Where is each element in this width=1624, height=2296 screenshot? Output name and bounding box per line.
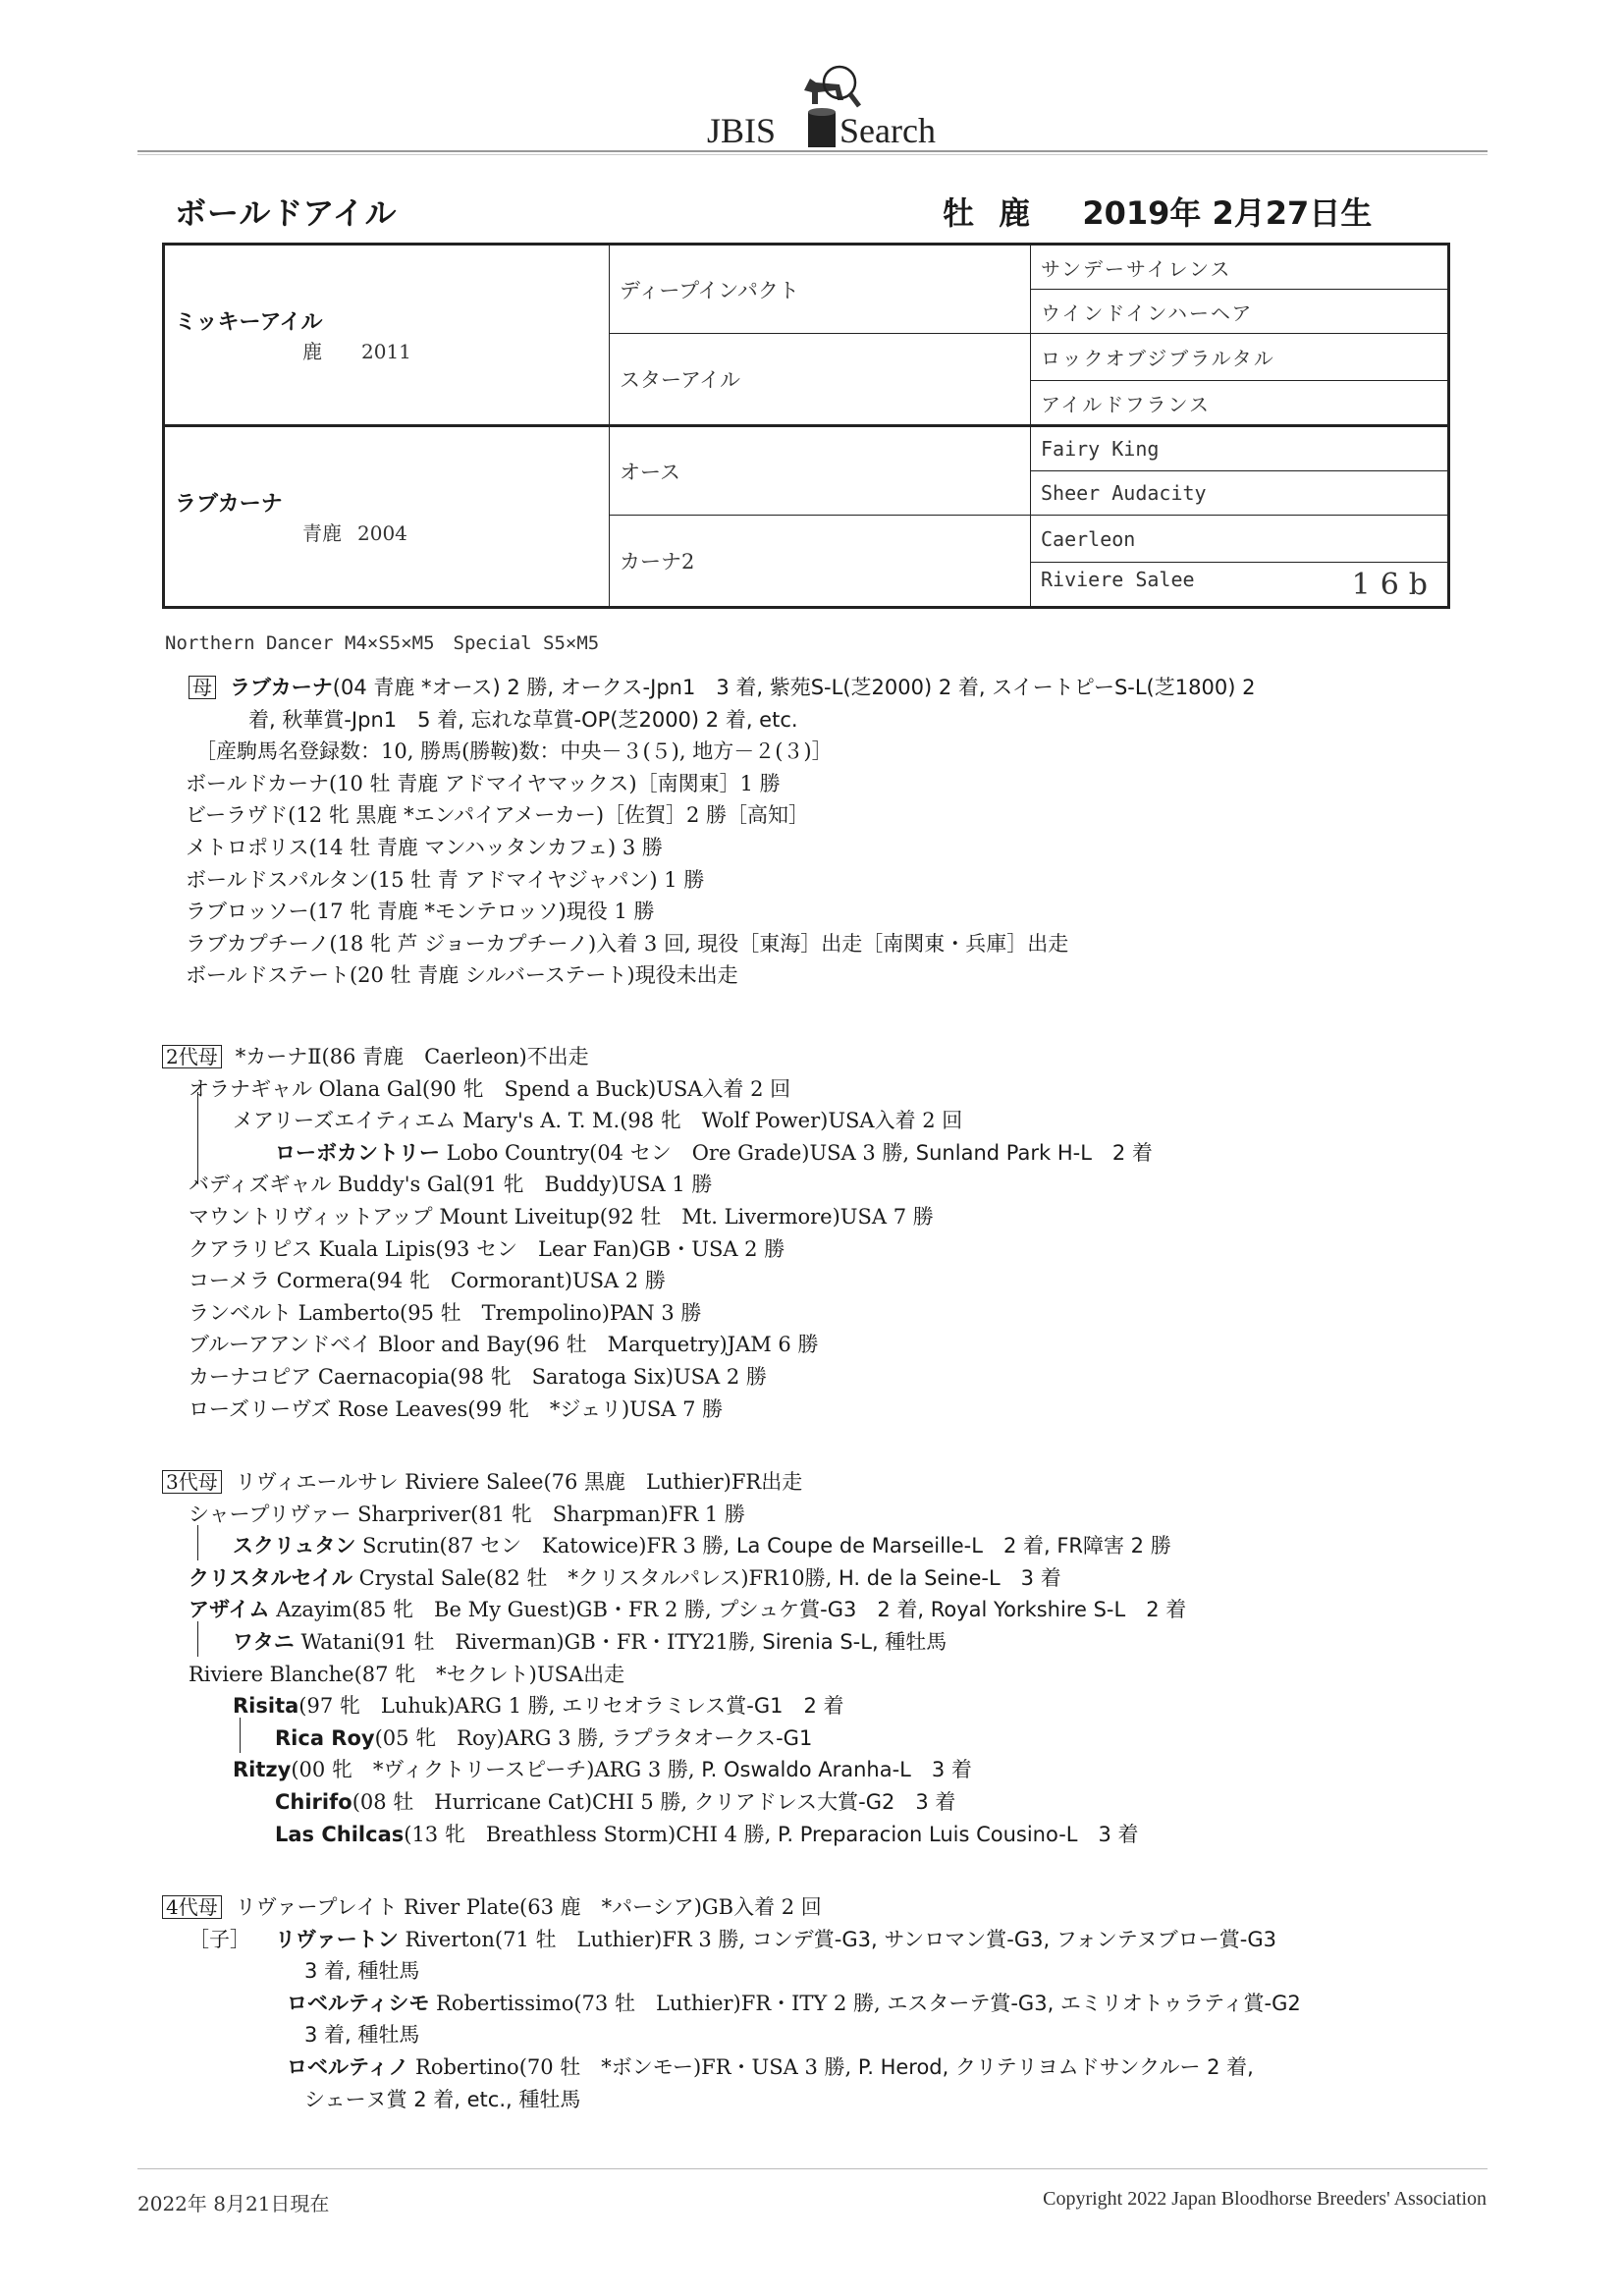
pedigree-gen3-1: サンデーサイレンス — [1031, 245, 1449, 290]
horse-sex: 牡 — [943, 194, 975, 232]
horse-name-bold: ロベルティシモ — [287, 1991, 430, 2015]
family-number: 16b — [1351, 567, 1437, 602]
pedigree-gen3-2: ウインドインハーヘア — [1031, 290, 1449, 334]
record-text: Lobo Country(04 セン Ore Grade)USA 3 勝, — [440, 1140, 916, 1165]
list-item: マウントリヴィットアップ Mount Liveitup(92 牡 Mt. Livermore)USA 7 勝 — [189, 1204, 934, 1229]
header-divider — [137, 150, 1488, 155]
list-item: ブルーアアンドベイ Bloor and Bay(96 牡 Marquetry)JAM 6 勝 — [189, 1333, 819, 1357]
record-text: Crystal Sale(82 牡 *クリスタルパレス)FR10勝, — [352, 1565, 839, 1590]
record-race: P. Oswaldo Aranha-L 3 着 — [701, 1758, 972, 1782]
dam-section — [162, 672, 1458, 992]
footer-divider — [137, 2168, 1488, 2169]
list-item: ボールドステート(20 牡 青鹿 シルバーステート)現役未出走 — [186, 963, 738, 988]
logo-text-jbis: JBIS — [707, 111, 777, 150]
record-race: クリアドレス大賞-G2 3 着 — [693, 1789, 956, 1814]
list-item: ボールドスパルタン(15 牡 青 アドマイヤジャパン) 1 勝 — [186, 867, 705, 892]
pedigree-gen3-8 — [1031, 563, 1449, 608]
pedigree-gen3-7: Caerleon — [1031, 516, 1449, 563]
horse-birthdate: 2019年 2月27日生 — [1082, 194, 1373, 232]
record-text: (13 牝 Breathless Storm)CHI 4 勝, — [404, 1822, 778, 1846]
dam-produce-summary: ［産駒馬名登録数：10, 勝馬(勝鞍)数：中央－３(５), 地方－２(３)］ — [195, 739, 833, 764]
horse-name-bold: リヴァートン — [275, 1927, 399, 1951]
record-race: エスターテ賞-G3, エミリオトゥラティ賞-G2 — [887, 1991, 1301, 2015]
horse-name-bold: Chirifo — [275, 1789, 352, 1814]
list-item — [162, 1137, 1458, 1170]
section-label-2nd-dam: 2代母 — [162, 1045, 222, 1068]
inbreeding-note: Northern Dancer M4×S5×M5 Special S5×M5 — [165, 632, 600, 654]
record-text: (05 牝 Roy)ARG 3 勝, — [374, 1725, 612, 1750]
list-item — [162, 1530, 1458, 1562]
pedigree-gen3-3: ロックオブジブラルタル — [1031, 334, 1449, 381]
record-race: P. Preparacion Luis Cousino-L 3 着 — [777, 1822, 1139, 1846]
third-dam-section — [162, 1466, 1458, 1850]
record-text: (97 牝 Luhuk)ARG 1 勝, — [298, 1694, 563, 1719]
horse-name-bold: Ritzy — [233, 1758, 292, 1782]
list-item — [162, 1722, 1458, 1755]
sire-name: ミッキーアイル — [175, 310, 323, 335]
dam-record-name: ラブカーナ — [230, 676, 333, 699]
jbis-search-logo — [702, 61, 947, 149]
list-item — [162, 1924, 1458, 1956]
pedigree-dam-dam: カーナ2 — [610, 516, 1031, 608]
second-dam-record: *カーナⅡ(86 青鹿 Caerleon)不出走 — [235, 1045, 589, 1068]
list-item: ボールドカーナ(10 牡 青鹿 アドマイヤマックス)［南関東］1 勝 — [186, 771, 781, 795]
list-item: メアリーズエイティエム Mary's A. T. M.(98 牝 Wolf Power)USA入着 2 回 — [233, 1109, 963, 1133]
dam-record-text: (04 青鹿 *オース) 2 勝, オークス-Jpn1 3 着, 紫苑S-L(芝2000) 2 着, スイートピーS-L(芝1800) 2 — [332, 676, 1256, 699]
list-item: Riviere Blanche(87 牝 *セクレト)USA出走 — [189, 1662, 625, 1686]
list-item — [162, 1786, 1458, 1819]
list-item: カーナコピア Caernacopia(98 牝 Saratoga Six)USA 2 勝 — [189, 1364, 767, 1389]
pedigree-gen3-4: アイルドフランス — [1031, 381, 1449, 426]
pedigree-gen3-6: Sheer Audacity — [1031, 471, 1449, 516]
fourth-dam-record: リヴァープレイト River Plate(63 鹿 *パーシア)GB入着 2 回 — [235, 1895, 822, 1919]
horse-name-bold: Rica Roy — [275, 1725, 375, 1750]
list-item-continued: 3 着, 種牡馬 — [304, 2023, 420, 2048]
list-item — [162, 1562, 1458, 1595]
record-text: Robertissimo(73 牡 Luthier)FR・ITY 2 勝, — [429, 1991, 888, 2015]
record-race: Sunland Park H-L 2 着 — [915, 1140, 1153, 1165]
list-item — [162, 1754, 1458, 1786]
list-item: バディズギャル Buddy's Gal(91 牝 Buddy)USA 1 勝 — [189, 1173, 713, 1197]
record-race: コンデ賞-G3, サンロマン賞-G3, フォンテヌブロー賞-G3 — [751, 1927, 1276, 1951]
dam-year: 2004 — [357, 521, 407, 545]
as-of-date: 2022年 8月21日現在 — [137, 2192, 330, 2215]
record-race: ラプラタオークス-G1 — [611, 1725, 813, 1750]
list-item — [162, 1626, 1458, 1659]
list-item — [162, 1819, 1458, 1851]
record-race: H. de la Seine-L 3 着 — [839, 1565, 1061, 1590]
fourth-dam-section — [162, 1891, 1458, 2115]
section-label-dam: 母 — [189, 676, 216, 699]
record-text: Riverton(71 牡 Luthier)FR 3 勝, — [398, 1927, 752, 1951]
list-item — [162, 1988, 1458, 2020]
list-item — [162, 1690, 1458, 1722]
children-label: ［子］ — [189, 1927, 250, 1951]
horse-color: 鹿 — [999, 194, 1031, 232]
horse-name-bold: クリスタルセイル — [189, 1565, 352, 1590]
dam-record-continued: 着, 秋華賞-Jpn1 5 着, 忘れな草賞-OP(芝2000) 2 着, etc. — [248, 707, 798, 732]
record-race: P. Herod, クリテリヨムドサンクルー 2 着, — [857, 2054, 1254, 2079]
list-item: ラブカプチーノ(18 牝 芦 ジョーカプチーノ)入着 3 回, 現役［東海］出走［南関東・兵庫］出走 — [186, 931, 1069, 956]
horse-name-bold: Risita — [233, 1694, 299, 1719]
horse-name-bold: ワタニ — [233, 1629, 295, 1654]
record-text: (00 牝 *ヴィクトリースピーチ)ARG 3 勝, — [291, 1758, 702, 1782]
horse-name-bold: スクリュタン — [233, 1534, 356, 1558]
list-item: ビーラヴド(12 牝 黒鹿 *エンパイアメーカー)［佐賀］2 勝［高知］ — [186, 803, 810, 828]
copyright: Copyright 2022 Japan Bloodhorse Breeders' Association — [1043, 2188, 1487, 2210]
pedigree-sire — [164, 245, 610, 426]
record-race: Sirenia S-L, 種牡馬 — [762, 1629, 947, 1654]
list-item: クアラリピス Kuala Lipis(93 セン Lear Fan)GB・USA 2 勝 — [189, 1236, 785, 1261]
record-text: Robertino(70 牡 *ボンモー)FR・USA 3 勝, — [408, 2054, 858, 2079]
dam-name: ラブカーナ — [175, 492, 283, 517]
pedigree-table — [162, 243, 1450, 609]
list-item: メトロポリス(14 牡 青鹿 マンハッタンカフェ) 3 勝 — [186, 835, 663, 859]
record-text: Azayim(85 牝 Be My Guest)GB・FR 2 勝, — [269, 1598, 719, 1622]
record-race: La Coupe de Marseille-L 2 着, FR障害 2 勝 — [735, 1534, 1171, 1558]
pedigree-gen3-8-name: Riviere Salee — [1041, 567, 1195, 591]
section-label-3rd-dam: 3代母 — [162, 1470, 222, 1494]
record-text: Watani(91 牡 Riverman)GB・FR・ITY21勝, — [294, 1629, 763, 1654]
horse-profile — [943, 189, 1372, 234]
record-text: Scrutin(87 セン Katowice)FR 3 勝, — [355, 1534, 736, 1558]
list-item-continued: シェーヌ賞 2 着, etc., 種牡馬 — [304, 2087, 581, 2111]
sire-year: 2011 — [361, 340, 411, 363]
third-dam-record: リヴィエールサレ Riviere Salee(76 黒鹿 Luthier)FR出走 — [235, 1470, 803, 1494]
horse-name-bold: ロベルティノ — [287, 2054, 409, 2079]
pedigree-sire-sire: ディープインパクト — [610, 245, 1031, 334]
record-race: プシュケ賞-G3 2 着, Royal Yorkshire S-L 2 着 — [718, 1598, 1187, 1622]
record-text: (08 牡 Hurricane Cat)CHI 5 勝, — [352, 1789, 694, 1814]
horse-name-bold: アザイム — [189, 1598, 270, 1622]
list-item: ランベルト Lamberto(95 牡 Trempolino)PAN 3 勝 — [189, 1300, 702, 1325]
second-dam-section — [162, 1041, 1458, 1425]
horse-name-bold: Las Chilcas — [275, 1822, 405, 1846]
logo-text-search: Search — [839, 111, 936, 150]
list-item-continued: 3 着, 種牡馬 — [304, 1959, 420, 1984]
list-item: シャープリヴァー Sharpriver(81 牝 Sharpman)FR 1 勝 — [189, 1502, 745, 1526]
dam-color: 青鹿 — [302, 521, 342, 545]
list-item: ローズリーヴズ Rose Leaves(99 牝 *ジェリ)USA 7 勝 — [189, 1396, 724, 1421]
pedigree-dam-sire: オース — [610, 426, 1031, 516]
list-item: オラナギャル Olana Gal(90 牝 Spend a Buck)USA入着 2 回 — [189, 1076, 791, 1101]
list-item: コーメラ Cormera(94 牝 Cormorant)USA 2 勝 — [189, 1269, 666, 1293]
section-label-4th-dam: 4代母 — [162, 1895, 222, 1919]
list-item — [162, 2051, 1458, 2084]
horse-name-bold: ローボカントリー — [275, 1140, 440, 1165]
list-item: ラブロッソー(17 牝 青鹿 *モンテロッソ)現役 1 勝 — [186, 900, 655, 924]
pedigree-sire-dam: スターアイル — [610, 334, 1031, 426]
sire-color: 鹿 — [302, 340, 322, 363]
pedigree-gen3-5: Fairy King — [1031, 426, 1449, 471]
record-race: エリセオラミレス賞-G1 2 着 — [562, 1694, 844, 1719]
pedigree-dam — [164, 426, 610, 608]
horse-name: ボールドアイル — [175, 194, 398, 232]
list-item — [162, 1594, 1458, 1626]
